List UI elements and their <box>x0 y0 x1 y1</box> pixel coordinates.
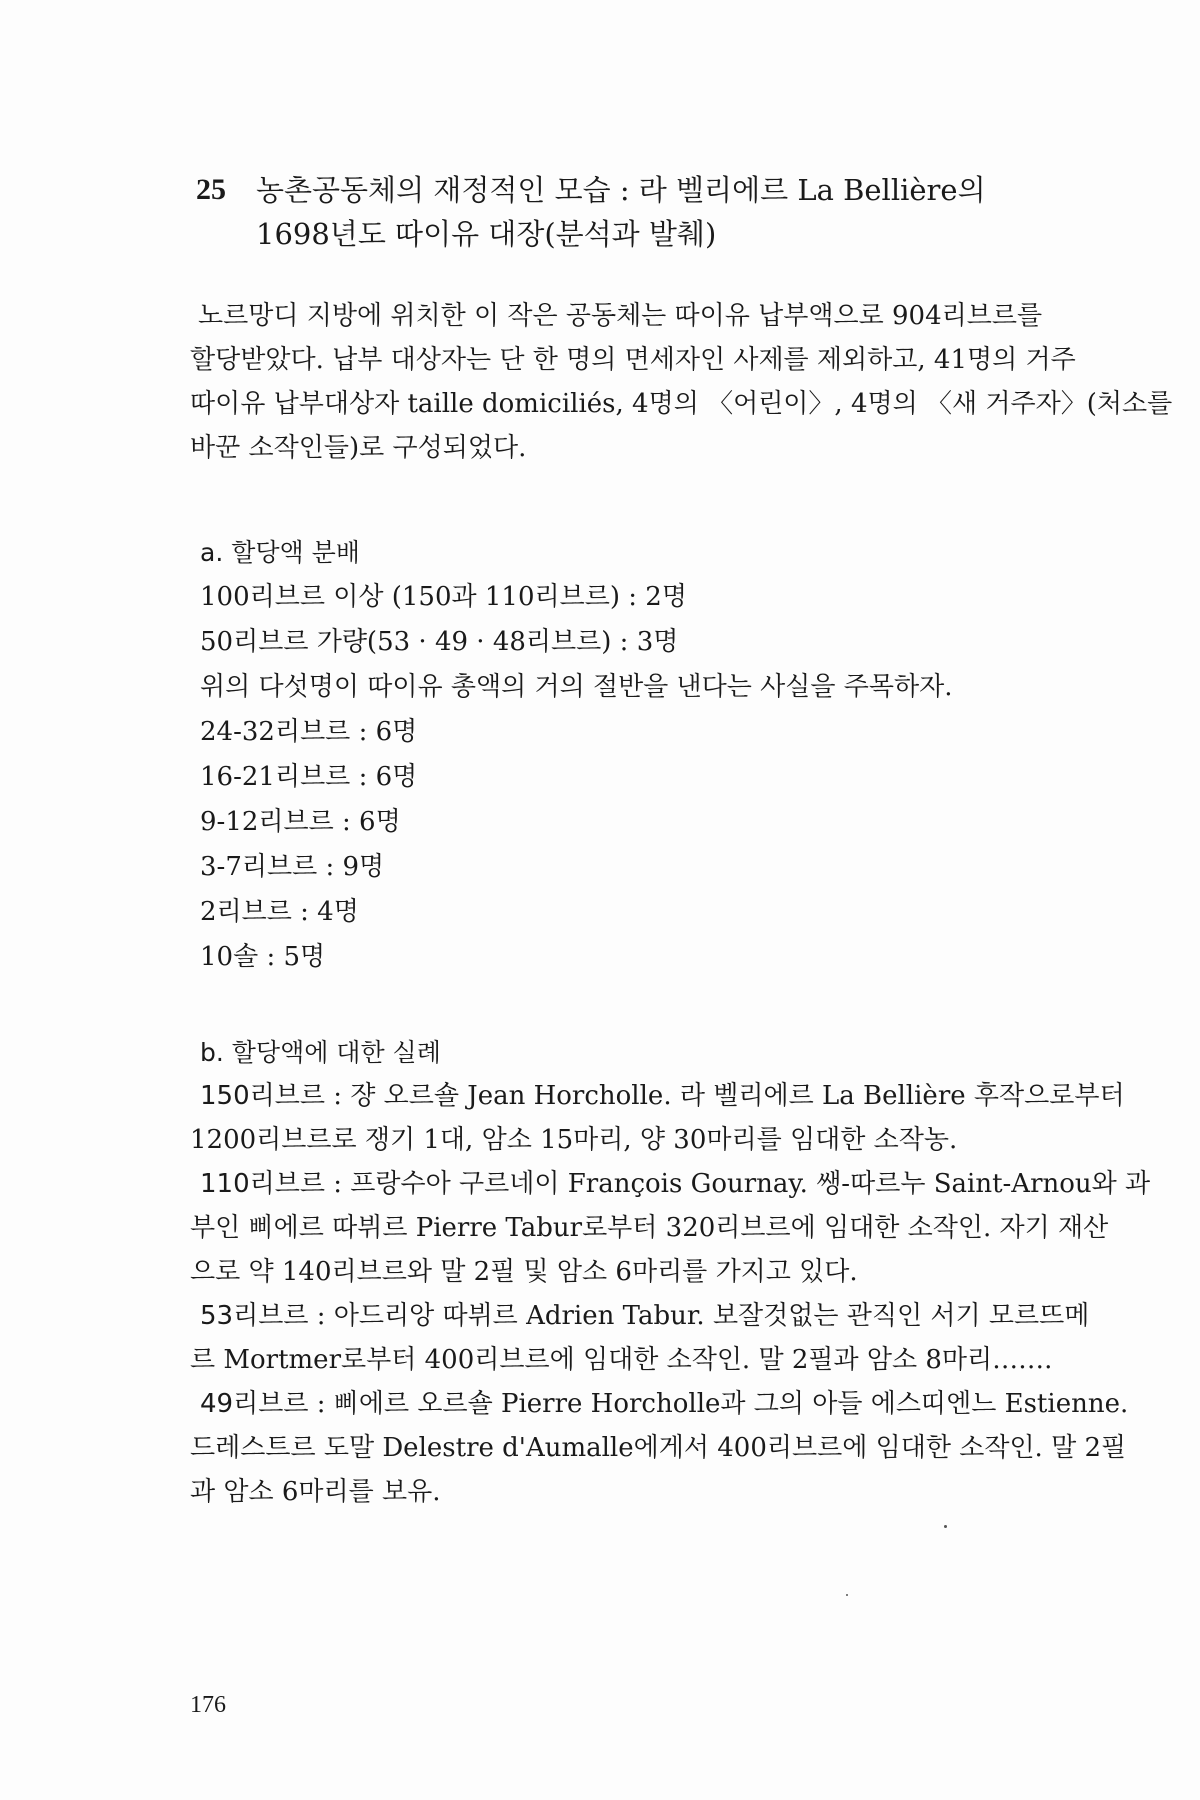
distribution-row: 3-7리브르 : 9명 <box>200 852 385 882</box>
example-amount: 49리브르 <box>200 1389 309 1419</box>
print-speck <box>944 1525 947 1528</box>
section-number: 25 <box>196 173 226 206</box>
page-number: 176 <box>190 1692 226 1718</box>
example-text: : 쟝 오르숄 Jean Horcholle. 라 벨리에르 La Bellière 후작으로부터 <box>324 1081 1125 1111</box>
intro-line: 노르망디 지방에 위치한 이 작은 공동체는 따이유 납부액으로 904리브르를 <box>198 301 1043 331</box>
example-text: : 삐에르 오르숄 Pierre Horcholle과 그의 아들 에스띠엔느 Estienne. <box>308 1389 1129 1419</box>
distribution-row: 24-32리브르 : 6명 <box>200 717 418 747</box>
example-entry-line: 1200리브르로 쟁기 1대, 암소 15마리, 양 30마리를 임대한 소작농. <box>190 1125 958 1155</box>
distribution-row: 100리브르 이상 (150과 110리브르) : 2명 <box>200 582 687 612</box>
distribution-row: 16-21리브르 : 6명 <box>200 762 418 792</box>
distribution-row: 10솔 : 5명 <box>200 942 326 972</box>
example-amount: 150리브르 <box>200 1081 325 1111</box>
print-speck <box>846 1594 848 1596</box>
example-text: : 아드리앙 따뷔르 Adrien Tabur. 보잘것없는 관직인 서기 모르뜨메 <box>308 1301 1090 1331</box>
section-b-label: b. 할당액에 대한 실례 <box>200 1038 441 1067</box>
allocation-examples-section <box>200 1030 441 1075</box>
section-a-label: a. 할당액 분배 <box>200 538 360 567</box>
heading-line-1: 농촌공동체의 재정적인 모습 : 라 벨리에르 La Bellière의 <box>256 173 986 207</box>
distribution-row: 2리브르 : 4명 <box>200 897 359 927</box>
example-entry-line: 부인 삐에르 따뷔르 Pierre Tabur로부터 320리브르에 임대한 소작인. 자기 재산 <box>190 1213 1109 1243</box>
distribution-note: 위의 다섯명이 따이유 총액의 거의 절반을 낸다는 사실을 주목하자. <box>200 672 953 702</box>
heading-line-2: 1698년도 따이유 대장(분석과 발췌) <box>256 217 717 251</box>
example-entry-line: 드레스트르 도말 Delestre d'Aumalle에게서 400리브르에 임대한 소작인. 말 2필 <box>190 1433 1127 1463</box>
intro-line: 바꾼 소작인들)로 구성되었다. <box>190 433 527 463</box>
example-entry-line <box>190 1382 1129 1426</box>
distribution-row: 9-12리브르 : 6명 <box>200 807 401 837</box>
section-heading <box>196 168 1026 256</box>
distribution-row: 50리브르 가량(53 · 49 · 48리브르) : 3명 <box>200 627 679 657</box>
intro-paragraph <box>190 294 1173 470</box>
allocation-examples <box>190 1074 1151 1514</box>
example-entry-line <box>190 1294 1090 1338</box>
intro-line: 할당받았다. 납부 대상자는 단 한 명의 면세자인 사제를 제외하고, 41명의 거주 <box>190 345 1076 375</box>
example-amount: 53리브르 <box>200 1301 309 1331</box>
example-amount: 110리브르 <box>200 1169 325 1199</box>
example-entry-line: 르 Mortmer로부터 400리브르에 임대한 소작인. 말 2필과 암소 8마리……. <box>190 1345 1053 1375</box>
allocation-distribution-section <box>200 530 953 980</box>
example-entry-line: 으로 약 140리브르와 말 2필 및 암소 6마리를 가지고 있다. <box>190 1257 858 1287</box>
example-entry-line <box>190 1162 1151 1206</box>
example-entry-line: 과 암소 6마리를 보유. <box>190 1477 441 1507</box>
example-entry-line <box>190 1074 1125 1118</box>
intro-line: 따이유 납부대상자 taille domiciliés, 4명의 〈어린이〉, 4명의 〈새 거주자〉(처소를 <box>190 389 1173 419</box>
example-text: : 프랑수아 구르네이 François Gournay. 쌩-따르누 Saint-Arnou와 과 <box>324 1169 1151 1199</box>
